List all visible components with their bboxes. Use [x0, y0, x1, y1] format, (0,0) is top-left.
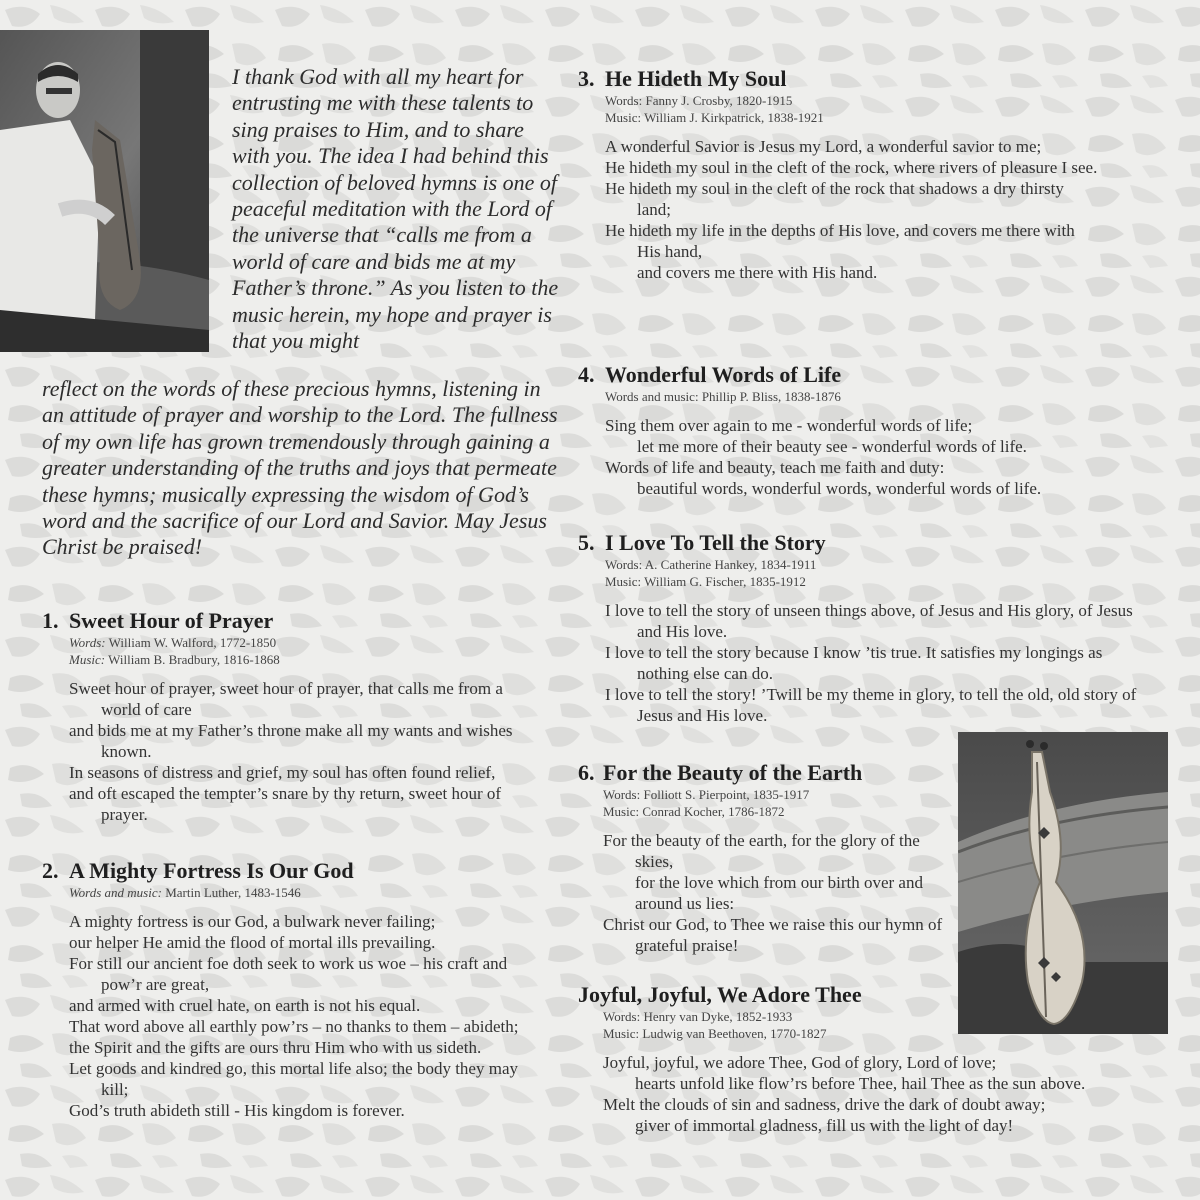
music-credit	[605, 573, 1158, 590]
music-credit	[603, 803, 950, 820]
music-label: Music:	[69, 652, 106, 667]
hymn-title	[42, 858, 542, 884]
hymn-lyrics	[603, 830, 950, 956]
photo-man-with-dulcimer	[0, 30, 209, 352]
credit-label: Words and music:	[605, 389, 699, 404]
hymn-sweet-hour-of-prayer	[42, 608, 542, 825]
hymn-title-text: I Love To Tell the Story	[605, 530, 826, 555]
lyric-line: hearts unfold like flow’rs before Thee, hail Thee as the sun above.	[635, 1074, 1086, 1093]
lyric-line: and oft escaped the tempter’s snare by thy return, sweet hour of prayer.	[69, 784, 502, 824]
lyric-line: Melt the clouds of sin and sadness, drive the dark of doubt away;	[603, 1095, 1046, 1114]
hymn-lyrics	[69, 678, 542, 825]
lyric-line: and covers me there with His hand.	[637, 263, 878, 282]
hymn-title-text: Joyful, Joyful, We Adore Thee	[578, 982, 862, 1007]
hymn-title	[578, 530, 1158, 556]
words-label: Words:	[603, 1009, 641, 1024]
hymn-lyrics	[603, 1052, 1168, 1136]
hymn-he-hideth-my-soul	[578, 66, 1098, 283]
music-label: Music:	[605, 110, 642, 125]
music-credit	[605, 109, 1098, 126]
hymn-title	[578, 982, 1168, 1008]
hymn-joyful-joyful-we-adore-thee	[578, 982, 1168, 1136]
hymn-title	[42, 608, 542, 634]
music-credit	[603, 1025, 1168, 1042]
hymn-title	[578, 760, 950, 786]
lyric-line: For still our ancient foe doth seek to work us woe – his craft and pow’r are great,	[69, 954, 508, 994]
words-credit	[603, 786, 950, 803]
lyric-line: I love to tell the story of unseen things above, of Jesus and His glory, of Jesus and His love.	[605, 601, 1133, 641]
music-credit	[69, 651, 542, 668]
lyric-line: let me more of their beauty see - wonderful words of life.	[637, 437, 1027, 456]
lyric-line: I love to tell the story! ’Twill be my theme in glory, to tell the old, old story of Jesus and His love.	[605, 685, 1137, 725]
music-composer: Conrad Kocher, 1786-1872	[642, 804, 785, 819]
words-credit	[603, 1008, 1168, 1025]
words-credit	[69, 634, 542, 651]
hymn-number: 3.	[578, 66, 595, 91]
words-and-music-credit	[69, 884, 542, 901]
words-credit	[605, 92, 1098, 109]
lyric-line: and bids me at my Father’s throne make all my wants and wishes known.	[69, 721, 513, 761]
lyric-line: beautiful words, wonderful words, wonderful words of life.	[637, 479, 1042, 498]
music-label: Music:	[603, 804, 640, 819]
words-author: Fanny J. Crosby, 1820-1915	[645, 93, 793, 108]
words-author: Folliott S. Pierpoint, 1835-1917	[643, 787, 810, 802]
lyric-line: and armed with cruel hate, on earth is not his equal.	[69, 996, 421, 1015]
lyric-line: That word above all earthly pow’rs – no thanks to them – abideth;	[69, 1017, 519, 1036]
credit-author: Phillip P. Bliss, 1838-1876	[701, 389, 841, 404]
intro-text-full: reflect on the words of these precious hymns, listening in an attitude of prayer and worship to the Lord. The fullness of my own life has grown tremendously through gaining a greater understanding of the truths and joys that permeate these hymns; musically expressing the wisdom of God’s word and the sacrifice of our Lord and Savior. May Jesus Christ be praised!	[42, 376, 558, 560]
lyric-line: Let goods and kindred go, this mortal life also; the body they may kill;	[69, 1059, 518, 1099]
hymn-number: 4.	[578, 362, 595, 387]
intro-text-wrapped: I thank God with all my heart for entrusting me with these talents to sing praises to Him, and to share with you. The idea I had behind this collection of beloved hymns is one of peaceful meditation with the Lord of the universe that “calls me from a world of care and bids me at my Father’s throne.” As you listen to the music herein, my hope and prayer is that you might	[232, 64, 559, 354]
hymn-title-text: Sweet Hour of Prayer	[69, 608, 274, 633]
hymn-number: 2.	[42, 858, 59, 883]
hymn-wonderful-words-of-life	[578, 362, 1108, 499]
lyric-line: He hideth my soul in the cleft of the rock, where rivers of pleasure I see.	[605, 158, 1098, 177]
lyric-line: the Spirit and the gifts are ours thru Him who with us sideth.	[69, 1038, 482, 1057]
words-label: Words:	[603, 787, 641, 802]
lyric-line: Christ our God, to Thee we raise this our hymn of grateful praise!	[603, 915, 943, 955]
music-label: Music:	[603, 1026, 640, 1041]
hymn-lyrics	[605, 415, 1108, 499]
lyric-line: A mighty fortress is our God, a bulwark never failing;	[69, 912, 436, 931]
hymn-i-love-to-tell-the-story	[578, 530, 1158, 726]
words-label: Words:	[69, 635, 106, 650]
words-label: Words:	[605, 557, 643, 572]
lyric-line: for the love which from our birth over and around us lies:	[635, 873, 923, 913]
music-composer: William B. Bradbury, 1816-1868	[108, 652, 280, 667]
lyric-line: He hideth my soul in the cleft of the rock that shadows a dry thirsty land;	[605, 179, 1064, 219]
music-composer: William G. Fischer, 1835-1912	[644, 574, 806, 589]
lyric-line: Words of life and beauty, teach me faith and duty:	[605, 458, 945, 477]
hymn-number: 1.	[42, 608, 59, 633]
hymn-title-text: He Hideth My Soul	[605, 66, 787, 91]
hymn-title-text: A Mighty Fortress Is Our God	[69, 858, 354, 883]
hymn-for-the-beauty-of-the-earth	[578, 760, 950, 956]
music-label: Music:	[605, 574, 642, 589]
words-and-music-credit	[605, 388, 1108, 405]
words-author: A. Catherine Hankey, 1834-1911	[644, 557, 817, 572]
words-author: Henry van Dyke, 1852-1933	[643, 1009, 793, 1024]
music-composer: Ludwig van Beethoven, 1770-1827	[642, 1026, 827, 1041]
lyric-line: In seasons of distress and grief, my soul has often found relief,	[69, 763, 496, 782]
credit-label: Words and music:	[69, 885, 162, 900]
hymn-lyrics	[605, 600, 1158, 726]
lyric-line: For the beauty of the earth, for the glory of the skies,	[603, 831, 920, 871]
lyric-line: A wonderful Savior is Jesus my Lord, a wonderful savior to me;	[605, 137, 1042, 156]
lyric-line: God’s truth abideth still - His kingdom is forever.	[69, 1101, 405, 1120]
hymn-lyrics	[69, 911, 542, 1121]
credit-author: Martin Luther, 1483-1546	[165, 885, 301, 900]
lyric-line: our helper He amid the flood of mortal ills prevailing.	[69, 933, 436, 952]
words-credit	[605, 556, 1158, 573]
hymn-title-text: For the Beauty of the Earth	[603, 760, 863, 785]
lyric-line: Sing them over again to me - wonderful words of life;	[605, 416, 973, 435]
words-label: Words:	[605, 93, 643, 108]
lyric-line: Joyful, joyful, we adore Thee, God of glory, Lord of love;	[603, 1053, 997, 1072]
music-composer: William J. Kirkpatrick, 1838-1921	[644, 110, 824, 125]
words-author: William W. Walford, 1772-1850	[108, 635, 277, 650]
lyric-line: I love to tell the story because I know ’tis true. It satisfies my longings as nothing else can do.	[605, 643, 1103, 683]
hymn-number: 5.	[578, 530, 595, 555]
hymn-a-mighty-fortress	[42, 858, 542, 1121]
hymn-title	[578, 362, 1108, 388]
hymn-lyrics	[605, 136, 1098, 283]
hymn-number: 6.	[578, 760, 595, 785]
lyric-line: He hideth my life in the depths of His love, and covers me there with His hand,	[605, 221, 1075, 261]
hymn-title	[578, 66, 1098, 92]
lyric-line: giver of immortal gladness, fill us with the light of day!	[635, 1116, 1014, 1135]
lyric-line: Sweet hour of prayer, sweet hour of prayer, that calls me from a world of care	[69, 679, 503, 719]
hymn-title-text: Wonderful Words of Life	[605, 362, 842, 387]
